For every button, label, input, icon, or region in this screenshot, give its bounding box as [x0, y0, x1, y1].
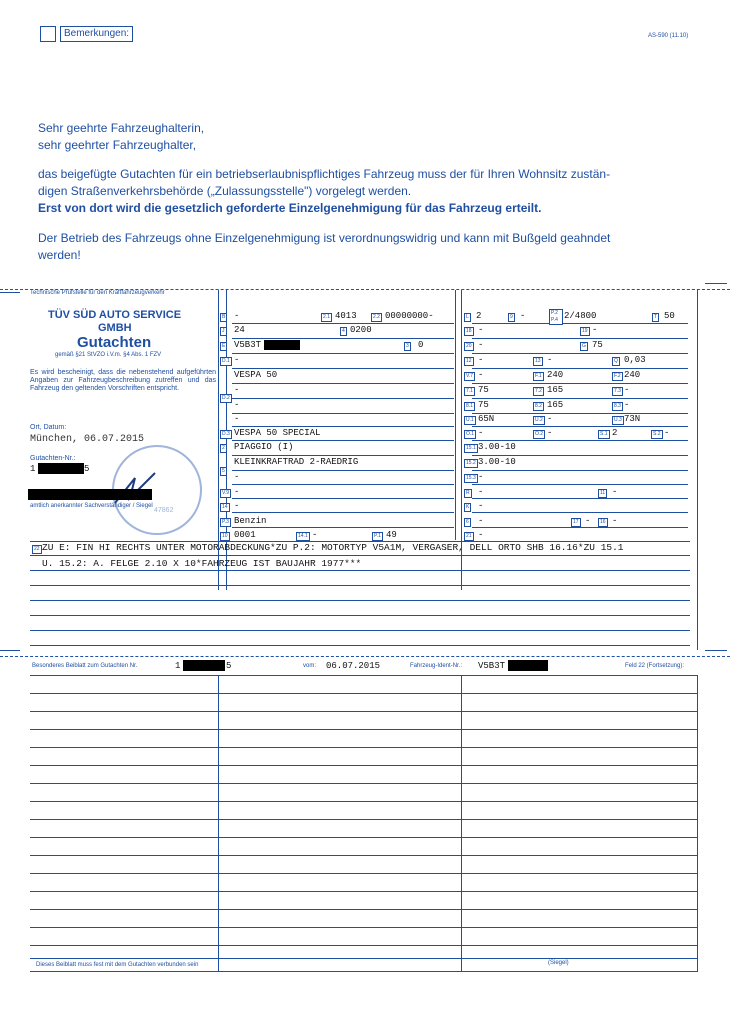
field-tag: 21	[466, 533, 472, 539]
row-line	[472, 413, 688, 414]
row-line	[232, 512, 454, 513]
supplement-report-start: 1	[175, 661, 181, 671]
field-tag: V.7	[466, 373, 474, 379]
row-line	[472, 426, 688, 427]
paragraph-2-line-1: Der Betrieb des Fahrzeugs ohne Einzelgenehmigung ist verordnungswidrig und kann mit Bußgeld geahndet	[38, 231, 611, 245]
field-tag: 18	[466, 328, 472, 334]
redacted-vin	[264, 340, 300, 350]
supplement-line	[30, 783, 698, 784]
row-line	[232, 398, 454, 399]
supplement-line	[30, 801, 698, 802]
field-14: -	[234, 501, 240, 511]
field-tag: R	[466, 490, 470, 496]
cert-statement: Es wird bescheinigt, dass die nebenstehend aufgeführten Angaben zur Fahrzeugbeschreibung zutreffen und das Fahrzeug den geltenden Vorschriften entspricht.	[30, 369, 216, 392]
field-F1: 240	[547, 370, 564, 380]
row-line	[232, 323, 454, 324]
field-tag: U.1	[466, 417, 474, 423]
row-line	[232, 527, 454, 528]
field-11: -	[612, 487, 618, 497]
row-line	[472, 484, 688, 485]
supplement-line	[30, 819, 698, 820]
seal-text: 47862	[154, 507, 174, 514]
row-line	[472, 353, 688, 354]
field-tag: J	[222, 328, 225, 334]
field-tag: G	[582, 343, 586, 349]
supplement-date: 06.07.2015	[326, 661, 381, 671]
row-line	[472, 323, 688, 324]
remarks-checkbox[interactable]	[40, 26, 56, 42]
field-16: -	[612, 516, 618, 526]
field-tag: 7.2	[535, 388, 542, 394]
field-T-speed: 50	[664, 311, 675, 321]
field-tag: S.2	[653, 431, 661, 437]
fold-mark-left-2	[0, 650, 20, 651]
row-line	[232, 484, 454, 485]
field-6: -	[478, 516, 484, 526]
supplement-line	[30, 945, 698, 946]
supplement-bottom-line	[30, 971, 698, 972]
field-19: -	[592, 325, 598, 335]
supplement-top-line	[30, 675, 698, 676]
cert-legal-basis: gemäß §21 StVZO i.V.m. §4 Abs. 1 FZV	[55, 352, 162, 358]
field22-continuation-label: Feld 22 (Fortsetzung):	[625, 663, 685, 669]
field-tag: T	[654, 314, 658, 320]
row-line	[472, 440, 688, 441]
field-7-3: -	[624, 385, 630, 395]
field-tag: 7.3	[614, 388, 621, 394]
field-tag: 12	[466, 358, 472, 364]
field-tag: P.2 P.4	[549, 309, 563, 325]
field-tag: 4	[342, 328, 345, 334]
field-F2: 240	[624, 370, 641, 380]
supplement-line	[30, 729, 698, 730]
supplement-date-label: vom:	[303, 663, 317, 669]
field-7-2: 165	[547, 385, 564, 395]
supplement-line	[30, 765, 698, 766]
remarks-line	[30, 645, 690, 646]
supplement-line	[30, 837, 698, 838]
field-tag: 15.2	[466, 460, 476, 466]
field-D3-model: VESPA 50 SPECIAL	[234, 428, 321, 438]
row-line	[232, 368, 454, 369]
row-line	[472, 470, 688, 471]
cert-org-line: Technische Prüfstelle für den Kraftfahrzeugverkehr	[30, 290, 165, 296]
field-tag: 19	[582, 328, 588, 334]
field-tag: 7.1	[466, 388, 473, 394]
field-G-mass: 75	[592, 340, 603, 350]
paragraph-2-line-2: werden!	[38, 248, 81, 262]
field-tag: 9	[510, 314, 513, 320]
field-tag: 3	[406, 343, 409, 349]
row-line	[232, 353, 454, 354]
field-tag: O.1	[466, 431, 475, 437]
redacted-supplement-report	[183, 660, 225, 671]
field-tag: 14.1	[298, 533, 308, 539]
field-K: -	[478, 501, 484, 511]
supplement-line	[30, 958, 698, 959]
paragraph-1-line-2: digen Straßenverkehrsbehörde („Zulassungsstelle") vorgelegt werden.	[38, 184, 412, 198]
field-O2: -	[547, 428, 553, 438]
field-10: 0001	[234, 530, 256, 540]
field-tag: 16	[600, 519, 606, 525]
field-tag: 14	[222, 504, 228, 510]
supplement-line	[30, 693, 698, 694]
redacted-supplement-vin	[508, 660, 548, 671]
field-tag: V.9	[222, 490, 230, 496]
paragraph-1-line-1: das beigefügte Gutachten für ein betriebserlaubnispflichtiges Fahrzeug muss der für Ihren Wohnsitz zustän-	[38, 167, 611, 181]
field-tag: D.1	[222, 358, 230, 364]
row-line	[232, 470, 454, 471]
field-tag: L	[466, 314, 469, 320]
field-D2-line-2: -	[234, 400, 240, 410]
field-9: -	[520, 311, 526, 321]
form-code: AS-590 (11.10)	[648, 33, 689, 39]
row-line	[232, 383, 454, 384]
supplement-line	[30, 927, 698, 928]
field-tag: 8.2	[535, 403, 542, 409]
grid-right-edge	[697, 290, 698, 650]
field-tag: 11	[600, 490, 606, 496]
field-8-3: -	[624, 400, 630, 410]
field-manufacturer-name: VESPA 50	[234, 370, 278, 380]
remarks-line	[30, 555, 690, 556]
field-tag: 5	[222, 468, 225, 474]
field-P3-fuel: Benzin	[234, 516, 267, 526]
supplement-line	[30, 747, 698, 748]
row-line	[472, 383, 688, 384]
field-S2: -	[664, 428, 670, 438]
field-tag: P.3	[222, 519, 229, 525]
remarks-line-1: ZU E: FIN HI RECHTS UNTER MOTORABDECKUNG*ZU P.2: MOTORTYP V5A1M, VERGASER, DELL ORTO SHB 16.16*ZU 15.1	[42, 542, 624, 553]
redacted-report-number	[38, 463, 84, 474]
field-tag: O.2	[535, 431, 544, 437]
row-line	[472, 368, 688, 369]
field-15-1-tyre: 3.00-10	[478, 442, 516, 452]
field-E-vin: V5B3T	[234, 340, 262, 350]
signature	[110, 468, 170, 508]
report-number-end: 5	[84, 464, 90, 474]
field-2-1: 4013	[335, 311, 357, 321]
report-number-start: 1	[30, 464, 36, 474]
field-tag: F.1	[535, 373, 542, 379]
field-tag: D.3	[222, 431, 230, 437]
supplement-line	[30, 891, 698, 892]
field-18: -	[478, 325, 484, 335]
field-tag: 6	[466, 519, 469, 525]
report-number-label: Gutachten-Nr.:	[30, 455, 76, 462]
field-J: 24	[234, 325, 245, 335]
supplement-line	[30, 855, 698, 856]
row-line	[232, 426, 454, 427]
remarks-line	[30, 585, 690, 586]
field-21: -	[478, 530, 484, 540]
row-line	[232, 455, 454, 456]
field-tag: 10	[222, 533, 228, 539]
field-8-1: 75	[478, 400, 489, 410]
field-3: 0	[418, 340, 424, 350]
grid-divider-3	[455, 290, 456, 540]
field-S1-seats: 2	[612, 428, 618, 438]
cert-company-2: GMBH	[98, 322, 132, 334]
remarks-line	[30, 600, 690, 601]
row-line	[472, 398, 688, 399]
row-line	[472, 338, 688, 339]
row-line	[232, 440, 454, 441]
field-D2-line-1: -	[234, 385, 240, 395]
remarks-line-2: U. 15.2: A. FELGE 2.10 X 10*FAHRZEUG IST BAUJAHR 1977***	[42, 558, 362, 569]
field-vehicle-class: KLEINKRAFTRAD 2-RAEDRIG	[234, 457, 359, 467]
field-tag: 17	[573, 519, 579, 525]
field-2-make: PIAGGIO (I)	[234, 442, 294, 452]
field-20: -	[478, 340, 484, 350]
field-tag: 8.3	[614, 403, 621, 409]
field-15-3: -	[478, 472, 484, 482]
field-tag: 15.1	[466, 445, 476, 451]
fold-mark-right	[705, 283, 727, 284]
field-B: -	[234, 311, 240, 321]
supplement-footer-note: Dieses Beiblatt muss fest mit dem Gutachten verbunden sein	[36, 962, 199, 968]
paragraph-1-bold: Erst von dort wird die gesetzlich geforderte Einzelgenehmigung für das Fahrzeug erteilt.	[38, 201, 542, 215]
field-2-2: 00000000-	[385, 311, 434, 321]
greeting-line-2: sehr geehrter Fahrzeughalter,	[38, 138, 197, 152]
field-D2-line-3: -	[234, 414, 240, 424]
field-P1-displacement: 49	[386, 530, 397, 540]
field-R: -	[478, 487, 484, 497]
field-L-axles: 2	[476, 311, 482, 321]
row-line	[232, 413, 454, 414]
redacted-expert-name	[28, 489, 152, 500]
remarks-label: Bemerkungen:	[60, 26, 133, 42]
supplement-report-end: 5	[226, 661, 232, 671]
field-D1: -	[234, 355, 240, 365]
field-U3: 73N	[624, 414, 641, 424]
field-tag: U.3	[614, 417, 622, 423]
field-O1: -	[478, 428, 484, 438]
field-tag: U.2	[535, 417, 543, 423]
field-tag: D.2	[222, 395, 230, 401]
cert-company-1: TÜV SÜD AUTO SERVICE	[48, 309, 182, 321]
supplement-line	[30, 873, 698, 874]
remarks-line	[30, 570, 690, 571]
field-tag: 8.1	[466, 403, 473, 409]
field-tag: 13	[535, 358, 541, 364]
supplement-vin: V5B3T	[478, 661, 506, 671]
supplement-vin-label: Fahrzeug-Ident-Nr.:	[410, 663, 463, 669]
field-tag: 20	[466, 343, 472, 349]
field-U2: -	[547, 414, 553, 424]
fold-mark-right-2	[705, 650, 727, 651]
field-tag: 2	[222, 445, 225, 451]
field-tag: Q	[614, 358, 618, 364]
field-tag: P.1	[374, 533, 381, 539]
remarks-line	[30, 630, 690, 631]
field-tag: S.1	[600, 431, 608, 437]
field-P2-P4-power: 2/4800	[564, 311, 597, 321]
supplement-line	[30, 909, 698, 910]
field-13: -	[547, 355, 553, 365]
row-line	[232, 338, 454, 339]
field-15-2-tyre: 3.00-10	[478, 457, 516, 467]
row-line	[232, 498, 454, 499]
field-tag: E	[222, 343, 226, 349]
row-line	[472, 498, 688, 499]
remarks-tag: 22	[34, 546, 40, 552]
remarks-line	[30, 615, 690, 616]
greeting-line-1: Sehr geehrte Fahrzeughalterin,	[38, 121, 205, 135]
field-5-extra: -	[234, 472, 240, 482]
field-V7: -	[478, 370, 484, 380]
field-tag: K	[466, 504, 470, 510]
field-tag: 2.1	[323, 314, 330, 320]
place-date-label: Ort, Datum:	[30, 424, 67, 431]
fold-mark-left	[0, 292, 20, 293]
field-tag: B	[222, 314, 226, 320]
place-date-value: München, 06.07.2015	[30, 434, 145, 445]
field-tag: F.2	[614, 373, 621, 379]
field-12: -	[478, 355, 484, 365]
supplement-seal-label: (Siegel)	[548, 960, 569, 966]
supplement-line	[30, 711, 698, 712]
row-line	[472, 455, 688, 456]
supplement-label: Besonderes Beiblatt zum Gutachten Nr.	[32, 663, 138, 669]
expert-label: amtlich anerkannter Sachverständiger / Siegel	[30, 503, 153, 509]
field-4: 0200	[350, 325, 372, 335]
field-V9: -	[234, 487, 240, 497]
field-tag: 15.3	[466, 475, 476, 481]
field-8-2: 165	[547, 400, 564, 410]
cert-title: Gutachten	[77, 334, 152, 351]
field-U1: 65N	[478, 414, 495, 424]
field-7-1: 75	[478, 385, 489, 395]
field-tag: 2.2	[373, 314, 380, 320]
row-line	[472, 527, 688, 528]
cut-line	[0, 656, 730, 657]
row-line	[472, 512, 688, 513]
field-17: -	[585, 516, 591, 526]
field-14-1: -	[312, 530, 318, 540]
field-Q: 0,03	[624, 355, 646, 365]
